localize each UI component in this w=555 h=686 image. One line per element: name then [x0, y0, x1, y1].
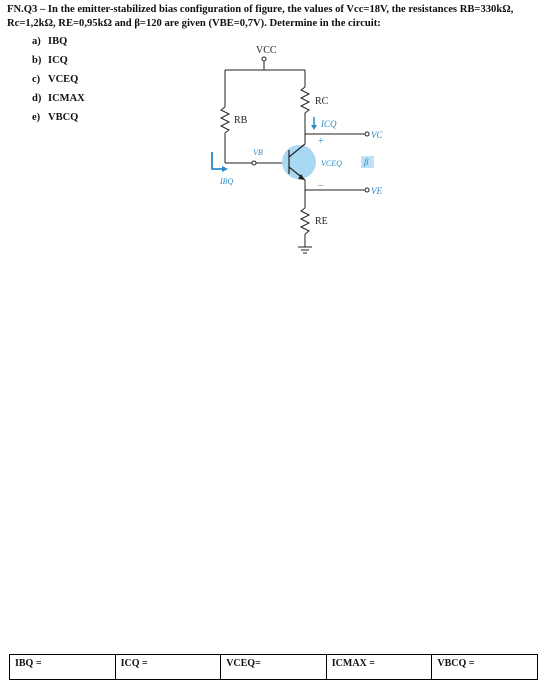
question-c [32, 74, 78, 85]
question-e [32, 112, 78, 123]
question-text: ICMAX [48, 93, 85, 104]
answer-cell-ibq[interactable] [10, 655, 116, 679]
answer-label: VCEQ= [226, 658, 261, 669]
ve-terminal [365, 188, 369, 192]
emitter-minus-sign: – [318, 180, 323, 191]
vceq-label: VCEQ [321, 159, 342, 168]
question-d [32, 93, 85, 104]
problem-line-1: FN.Q3 – In the emitter-stabilized bias configuration of figure, the values of Vcc=18V, the resistances RB=330kΩ, [7, 4, 514, 15]
ibq-label: IBQ [220, 177, 234, 186]
vc-terminal [365, 132, 369, 136]
question-text: ICQ [48, 55, 68, 66]
question-letter: a) [32, 36, 41, 47]
icq-label: ICQ [321, 119, 337, 129]
answer-label: ICQ = [120, 658, 148, 669]
vcc-label: VCC [256, 45, 277, 56]
vb-node [252, 161, 256, 165]
rc-resistor [301, 87, 309, 113]
re-resistor [301, 208, 309, 234]
question-letter: b) [32, 55, 42, 66]
problem-statement [7, 3, 547, 31]
answer-label: ICMAX = [331, 658, 375, 669]
question-text: IBQ [48, 36, 68, 47]
ve-label: VE [371, 186, 382, 196]
answer-cell-icq[interactable] [116, 655, 222, 679]
vc-label: VC [371, 130, 383, 140]
question-text: VCEQ [48, 74, 79, 85]
question-b [32, 55, 68, 66]
answer-table [9, 654, 538, 680]
circuit-diagram [190, 40, 390, 270]
answer-cell-vbcq[interactable] [432, 655, 537, 679]
answer-cell-icmax[interactable] [327, 655, 433, 679]
question-letter: d) [32, 93, 42, 104]
question-text: VBCQ [48, 112, 79, 123]
question-a [32, 36, 67, 47]
question-letter: c) [32, 74, 41, 85]
answer-cell-vceq[interactable] [221, 655, 327, 679]
vcc-terminal [262, 57, 266, 61]
beta-label: β [364, 157, 369, 167]
rc-label: RC [315, 96, 329, 107]
ibq-arrowhead [222, 166, 228, 172]
collector-plus-sign: + [318, 136, 324, 147]
rb-label: RB [234, 115, 248, 126]
answer-label: VBCQ = [437, 658, 475, 669]
transistor-body [282, 145, 316, 179]
re-label: RE [315, 216, 328, 227]
rb-resistor [221, 107, 229, 133]
question-letter: e) [32, 112, 41, 123]
icq-arrowhead [311, 125, 317, 130]
vb-label: VB [253, 148, 263, 157]
problem-line-2: Rc=1,2kΩ, RE=0,95kΩ and β=120 are given (VBE=0,7V). Determine in the circuit: [7, 18, 381, 29]
answer-label: IBQ = [15, 658, 42, 669]
